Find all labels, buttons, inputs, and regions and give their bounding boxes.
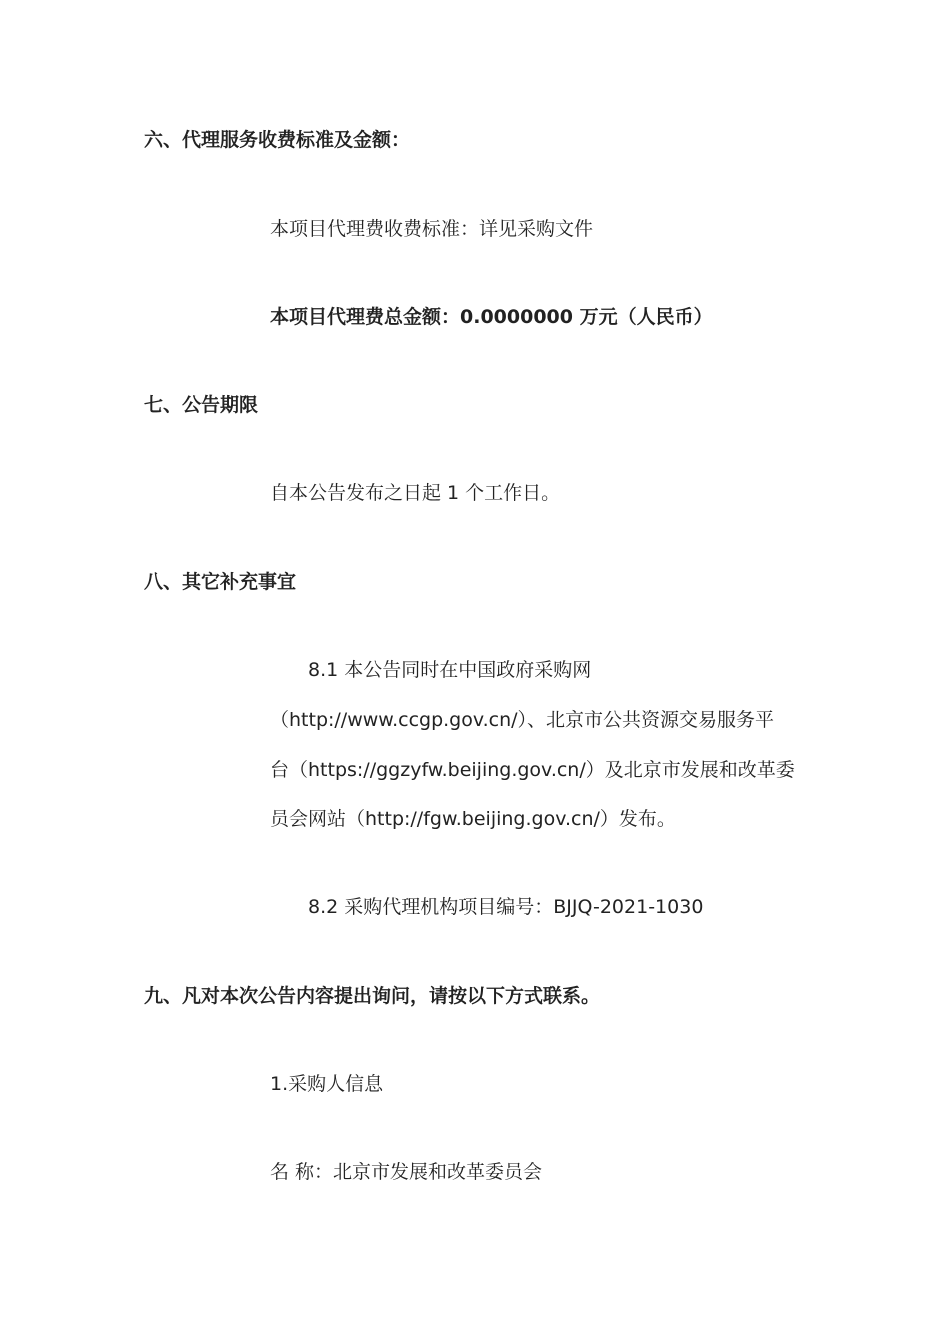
item-8-1-line-4: 员会网站（http://fgw.beijing.gov.cn/）发布。 xyxy=(270,808,676,830)
section-8-heading: 八、其它补充事宜 xyxy=(144,571,297,593)
item-8-1-line-1: 8.1 本公告同时在中国政府采购网 xyxy=(308,659,592,681)
announcement-period: 自本公告发布之日起 1 个工作日。 xyxy=(270,482,561,504)
purchaser-info-title: 1.采购人信息 xyxy=(270,1073,384,1095)
item-8-1-line-2: （http://www.ccgp.gov.cn/）、北京市公共资源交易服务平 xyxy=(270,709,775,731)
fee-standard: 本项目代理费收费标准：详见采购文件 xyxy=(270,218,594,240)
purchaser-name: 名 称：北京市发展和改革委员会 xyxy=(270,1161,543,1183)
section-7-heading: 七、公告期限 xyxy=(144,394,259,416)
section-6-heading: 六、代理服务收费标准及金额： xyxy=(144,129,411,151)
section-9-heading: 九、凡对本次公告内容提出询问，请按以下方式联系。 xyxy=(144,985,601,1007)
item-8-1-line-3: 台（https://ggzyfw.beijing.gov.cn/）及北京市发展和改革委 xyxy=(270,759,795,781)
fee-total: 本项目代理费总金额：0.0000000 万元（人民币） xyxy=(270,306,713,328)
item-8-2: 8.2 采购代理机构项目编号：BJJQ-2021-1030 xyxy=(308,896,704,918)
